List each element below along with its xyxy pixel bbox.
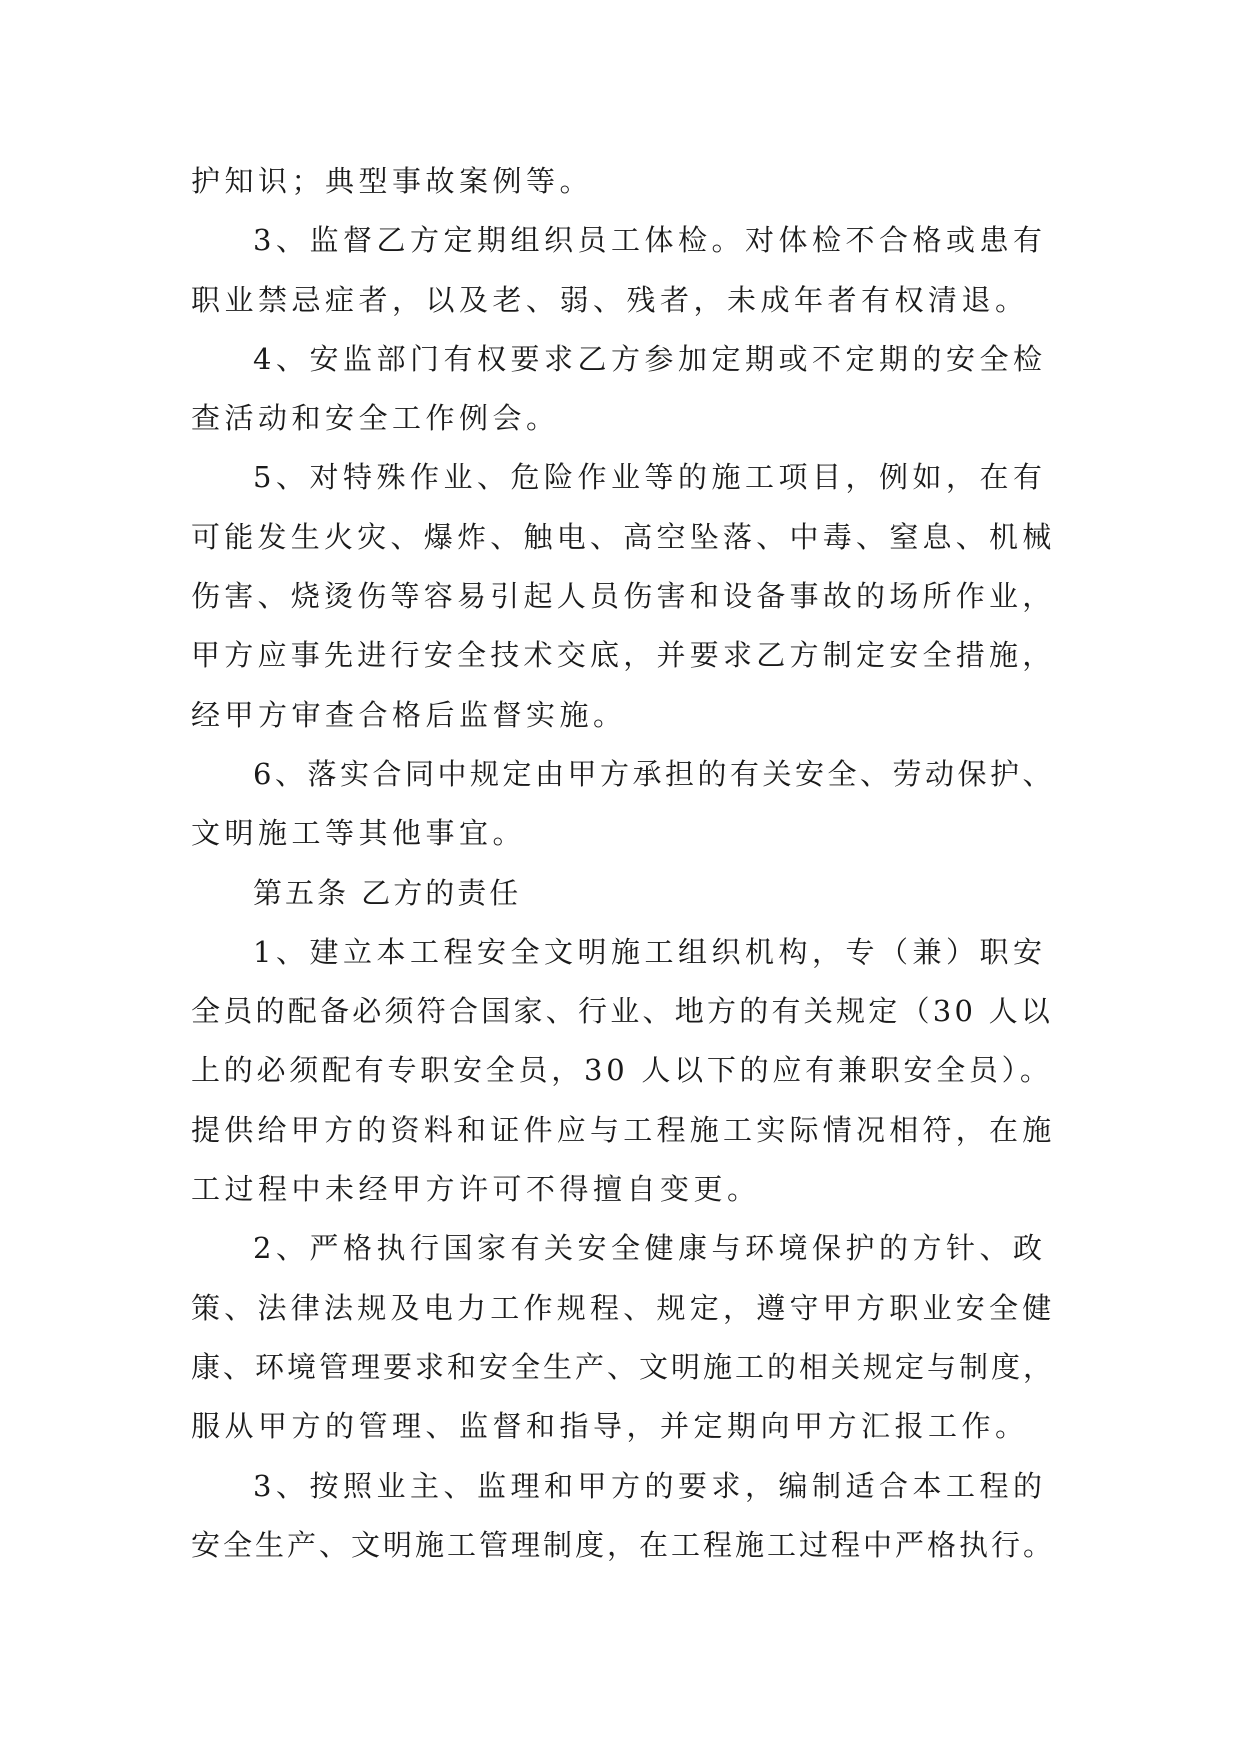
text-line: 职业禁忌症者，以及老、弱、残者，未成年者有权清退。 [191,282,1029,317]
text-line: 全员的配备必须符合国家、行业、地方的有关规定（30 人以 [191,994,1054,1029]
text-line: 工过程中未经甲方许可不得擅自变更。 [191,1172,761,1207]
text-line: 安全生产、文明施工管理制度，在工程施工过程中严格执行。 [191,1527,1056,1562]
paragraph-5-line: 5、对特殊作业、危险作业等的施工项目，例如，在有 [253,460,1047,495]
document-body [191,152,1056,1575]
paragraph-2-line: 2、严格执行国家有关安全健康与环境保护的方针、政 [253,1231,1047,1266]
text-line: 策、法律法规及电力工作规程、规定，遵守甲方职业安全健 [191,1290,1056,1325]
text-line: 提供给甲方的资料和证件应与工程施工实际情况相符，在施 [191,1112,1056,1147]
text-line: 文明施工等其他事宜。 [191,816,527,851]
text-line: 可能发生火灾、爆炸、触电、高空坠落、中毒、窒息、机械 [191,519,1056,554]
paragraph-6-line: 6、落实合同中规定由甲方承担的有关安全、劳动保护、 [253,756,1055,791]
text-line: 上的必须配有专职安全员，30 人以下的应有兼职安全员）。 [191,1053,1053,1088]
text-line: 康、环境管理要求和安全生产、文明施工的相关规定与制度， [191,1349,1056,1384]
text-line: 服从甲方的管理、监督和指导，并定期向甲方汇报工作。 [191,1409,1029,1444]
text-line: 甲方应事先进行安全技术交底，并要求乙方制定安全措施， [191,638,1056,673]
text-line: 护知识；典型事故案例等。 [191,164,594,198]
text-line: 查活动和安全工作例会。 [191,401,560,436]
paragraph-4-line: 4、安监部门有权要求乙方参加定期或不定期的安全检 [253,341,1047,376]
paragraph-1-line: 1、建立本工程安全文明施工组织机构，专（兼）职安 [253,934,1047,969]
paragraph-3b-line: 3、按照业主、监理和甲方的要求，编制适合本工程的 [253,1468,1047,1503]
text-line: 伤害、烧烫伤等容易引起人员伤害和设备事故的场所作业， [191,579,1056,614]
section-heading: 第五条 乙方的责任 [253,875,522,910]
text-line: 经甲方审查合格后监督实施。 [191,697,627,732]
paragraph-3-line: 3、监督乙方定期组织员工体检。对体检不合格或患有 [253,223,1047,258]
